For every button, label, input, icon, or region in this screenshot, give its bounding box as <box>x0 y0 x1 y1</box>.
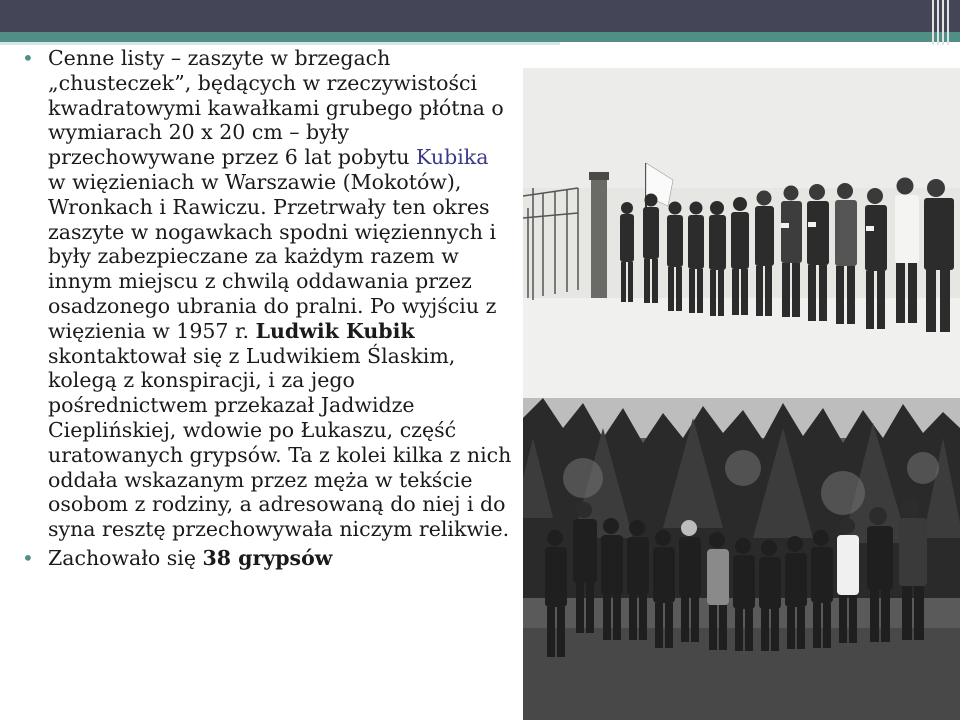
bullet-paragraph-2 <box>48 546 512 571</box>
text-segment: skontaktował się z Ludwikiem Ślaskim, kolegą z konspiracji, i za jego pośrednictwem przekazał Jadwidze Cieplińskiej, wdowie po Łukaszu, część uratowanych grypsów. Ta z kolei kilka z nich oddała wskazanym przez męża w tekście osobom z rodziny, a adresowaną do niej i do syna resztę przechowywała niczym relikwie. <box>48 343 512 542</box>
name-kubika: Kubika <box>416 145 489 170</box>
bullet-dot: • <box>22 545 34 570</box>
grypsow-count: 38 grypsów <box>202 545 333 570</box>
slide-body-text <box>22 46 512 571</box>
slide-header-accent-line <box>0 32 960 42</box>
name-ludwik-kubik: Ludwik Kubik <box>255 318 415 343</box>
text-segment: Cenne listy – zaszyte w brzegach „chusteczek”, będących w rzeczywistości kwadratowymi kawałkami grubego płótna o wymiarach 20 x 20 cm – były przechowywane przez 6 lat pobytu <box>48 46 504 170</box>
bullet-dot: • <box>22 46 34 70</box>
text-segment: w więzieniach w Warszawie (Mokotów), Wronkach i Rawiczu. Przetrwały ten okres zaszyte w nogawkach spodni więziennych i były zabezpieczane za każdym razem w innym miejscu z chwilą oddawania przez osadzonego ubrania do pralni. Po wyjściu z więzienia w 1957 r. <box>48 169 497 343</box>
bullet-item-2 <box>22 546 512 571</box>
text-segment: Zachowało się <box>48 545 203 570</box>
historical-photo-partisans-forest <box>523 398 960 720</box>
bullet-item-1 <box>22 46 512 542</box>
slide-header-thin-line <box>0 42 560 45</box>
slide-header-bar <box>0 0 960 32</box>
historical-photo-soldiers-lineup <box>523 68 960 398</box>
bullet-paragraph-1 <box>48 46 512 542</box>
photo-top-border <box>520 45 960 69</box>
